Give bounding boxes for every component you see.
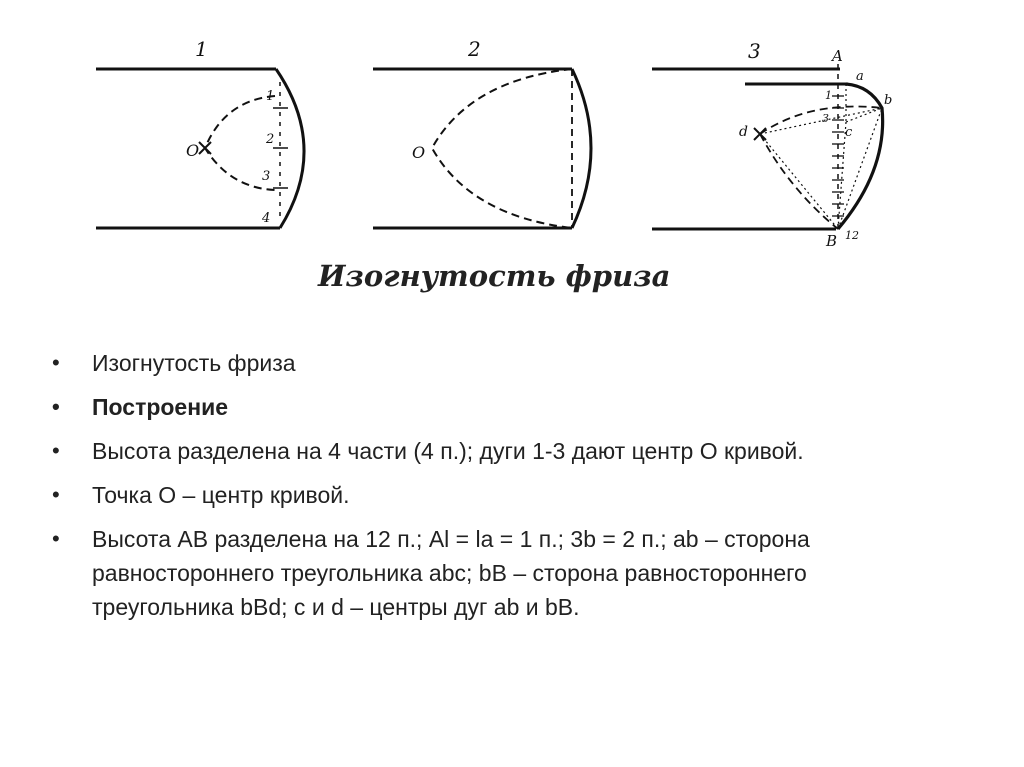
diagram-1-number: 1 xyxy=(195,37,208,61)
diagram-3-label-12: 12 xyxy=(845,229,859,242)
diagram-3-label-B: B xyxy=(826,232,838,250)
diagram-3-label-b: b xyxy=(884,93,893,108)
diagram-1-center-mark xyxy=(199,142,211,154)
diagram-1-label-4: 4 xyxy=(262,211,271,226)
diagram-1-label-o: O xyxy=(186,141,200,160)
diagram-2-label-o: O xyxy=(412,143,426,162)
frieze-curvature-figure xyxy=(0,0,1024,320)
diagram-3 xyxy=(652,39,892,250)
bullet-list xyxy=(52,346,952,634)
diagram-1-label-2: 2 xyxy=(266,132,275,147)
bullet-item: • Высота разделена на 4 части (4 п.); дуги 1-3 дают центр О кривой. xyxy=(52,434,952,468)
diagram-3-label-1: 1 xyxy=(825,89,832,102)
diagram-3-label-3: 3 xyxy=(822,112,829,125)
diagram-1-label-3: 3 xyxy=(262,169,271,184)
diagram-1 xyxy=(96,37,304,228)
diagram-2-dashed-arcs xyxy=(432,69,572,228)
diagram-2 xyxy=(373,37,591,228)
diagram-3-label-d: d xyxy=(739,124,748,140)
diagram-3-dashed-arc-upper xyxy=(760,106,882,134)
diagram-3-label-c: c xyxy=(845,125,853,140)
diagram-3-number: 3 xyxy=(748,39,761,63)
diagram-3-label-A: A xyxy=(832,47,843,65)
bullet-item: • Изогнутость фриза xyxy=(52,346,952,380)
diagram-3-center-d-mark xyxy=(754,128,766,140)
bullet-item: • Точка О – центр кривой. xyxy=(52,478,952,512)
diagram-3-label-a: a xyxy=(856,69,864,84)
bullet-item-heading: • Построение xyxy=(52,390,952,424)
figure-caption: Изогнутость фриза xyxy=(318,259,671,293)
diagram-1-label-1: 1 xyxy=(266,89,275,104)
bullet-item: • Высота АВ разделена на 12 п.; Al = la = 1 п.; 3b = 2 п.; ab – сторона равностороннего треугольника abc; bB – сторона равностороннего треугольника bBd; c и d – центры дуг ab и bB. xyxy=(52,522,952,624)
diagram-2-number: 2 xyxy=(468,37,481,61)
diagram-2-solid-curve xyxy=(572,69,591,228)
